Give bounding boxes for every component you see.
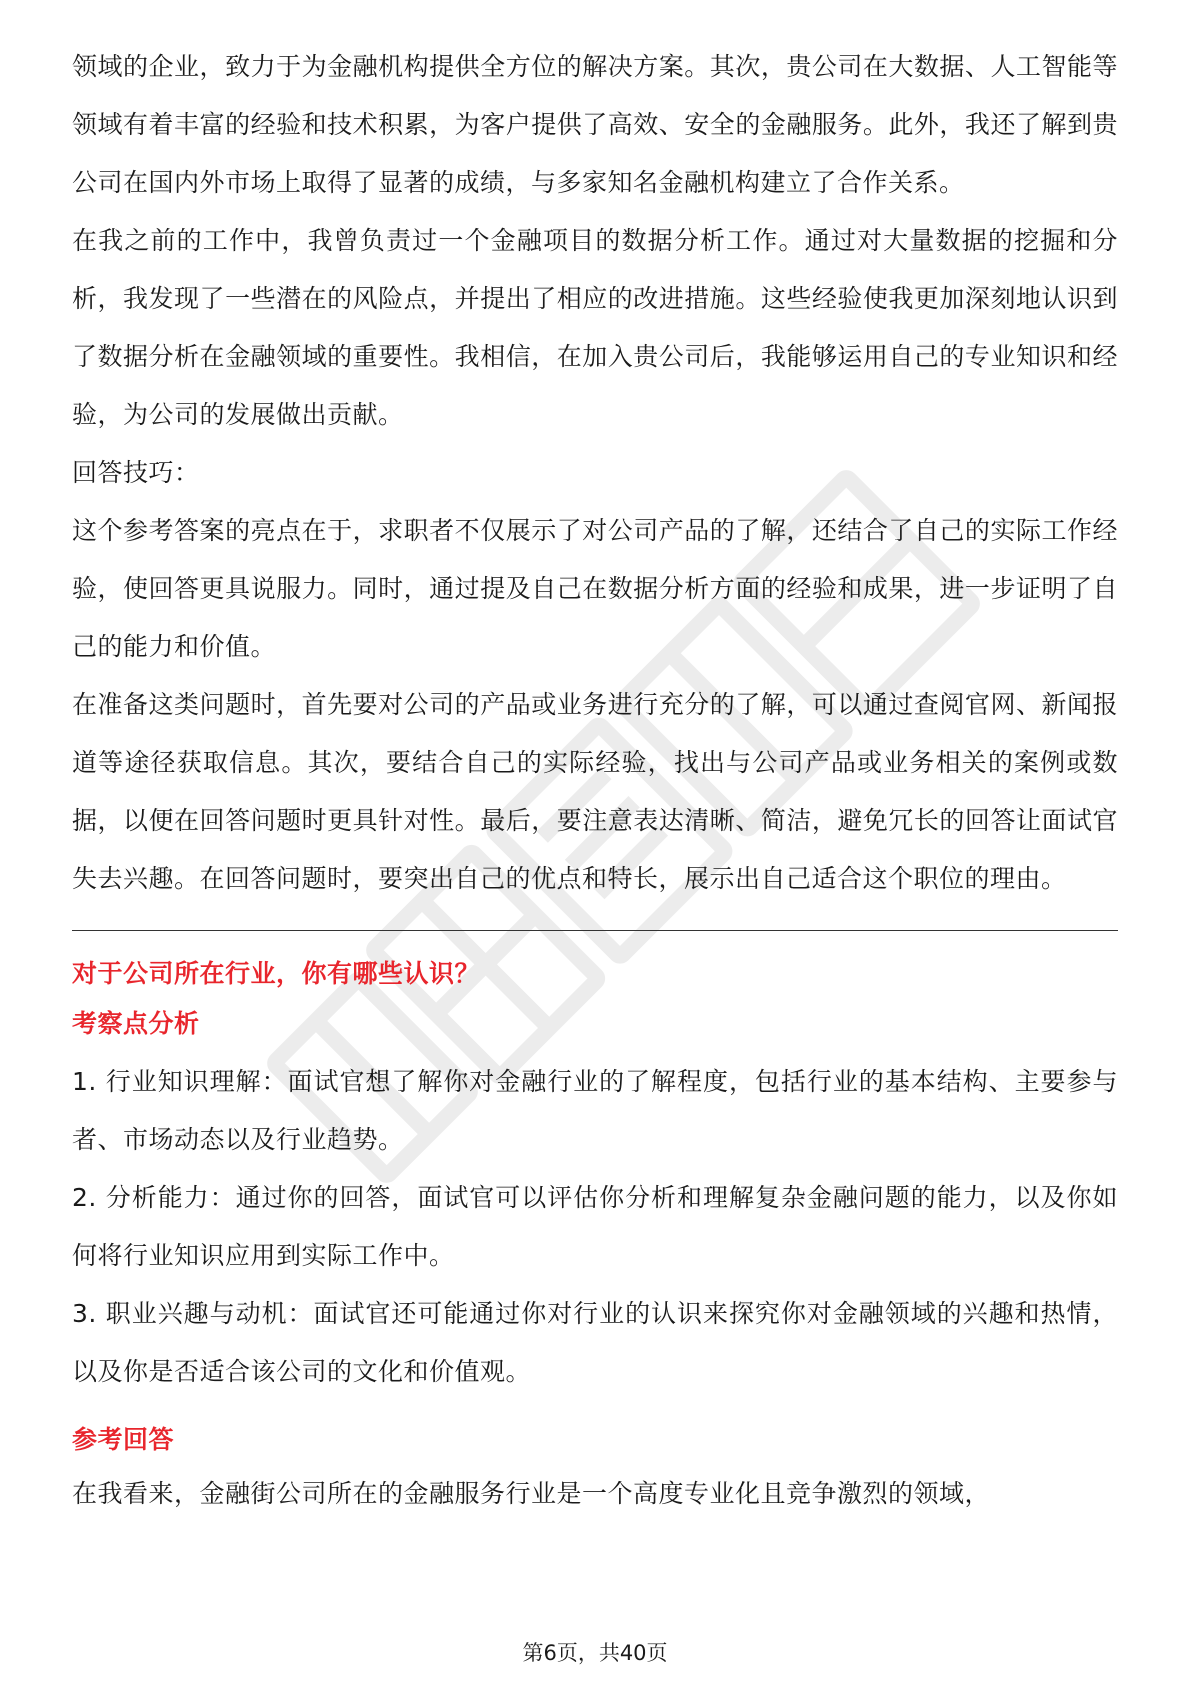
experience-paragraph: 在我之前的工作中，我曾负责过一个金融项目的数据分析工作。通过对大量数据的挖掘和分析，我发现了一些潜在的风险点，并提出了相应的改进措施。这些经验使我更加深刻地认识到了数据分析在金融领域的重要性。我相信，在加入贵公司后，我能够运用自己的专业知识和经验，为公司的发展做出贡献。: [72, 226, 1118, 429]
analysis-point-2: 2. 分析能力：通过你的回答，面试官可以评估你分析和理解复杂金融问题的能力，以及你如何将行业知识应用到实际工作中。: [72, 1183, 1118, 1270]
analysis-point-1: 1. 行业知识理解：面试官想了解你对金融行业的了解程度，包括行业的基本结构、主要参与者、市场动态以及行业趋势。: [72, 1067, 1118, 1154]
tips-paragraph-1: 这个参考答案的亮点在于，求职者不仅展示了对公司产品的了解，还结合了自己的实际工作经验，使回答更具说服力。同时，通过提及自己在数据分析方面的经验和成果，进一步证明了自己的能力和价值。: [72, 516, 1118, 661]
section-divider: [72, 930, 1118, 931]
answer-heading: 参考回答: [72, 1425, 175, 1454]
analysis-heading: 考察点分析: [72, 1009, 200, 1038]
page-content: [72, 38, 1118, 1523]
intro-paragraph: 领域的企业，致力于为金融机构提供全方位的解决方案。其次，贵公司在大数据、人工智能等领域有着丰富的经验和技术积累，为客户提供了高效、安全的金融服务。此外，我还了解到贵公司在国内外市场上取得了显著的成绩，与多家知名金融机构建立了合作关系。: [72, 52, 1118, 197]
answer-paragraph: 在我看来，金融街公司所在的金融服务行业是一个高度专业化且竞争激烈的领域，: [72, 1479, 991, 1508]
tips-label: 回答技巧：: [72, 458, 200, 487]
tips-paragraph-2: 在准备这类问题时，首先要对公司的产品或业务进行充分的了解，可以通过查阅官网、新闻报道等途径获取信息。其次，要结合自己的实际经验，找出与公司产品或业务相关的案例或数据，以便在回答问题时更具针对性。最后，要注意表达清晰、简洁，避免冗长的回答让面试官失去兴趣。在回答问题时，要突出自己的优点和特长，展示出自己适合这个职位的理由。: [72, 690, 1118, 893]
page-number: 第6页，共40页: [522, 1641, 668, 1665]
question-title: 对于公司所在行业，你有哪些认识？: [72, 959, 481, 988]
analysis-point-3: 3. 职业兴趣与动机：面试官还可能通过你对行业的认识来探究你对金融领域的兴趣和热情，以及你是否适合该公司的文化和价值观。: [72, 1299, 1118, 1386]
